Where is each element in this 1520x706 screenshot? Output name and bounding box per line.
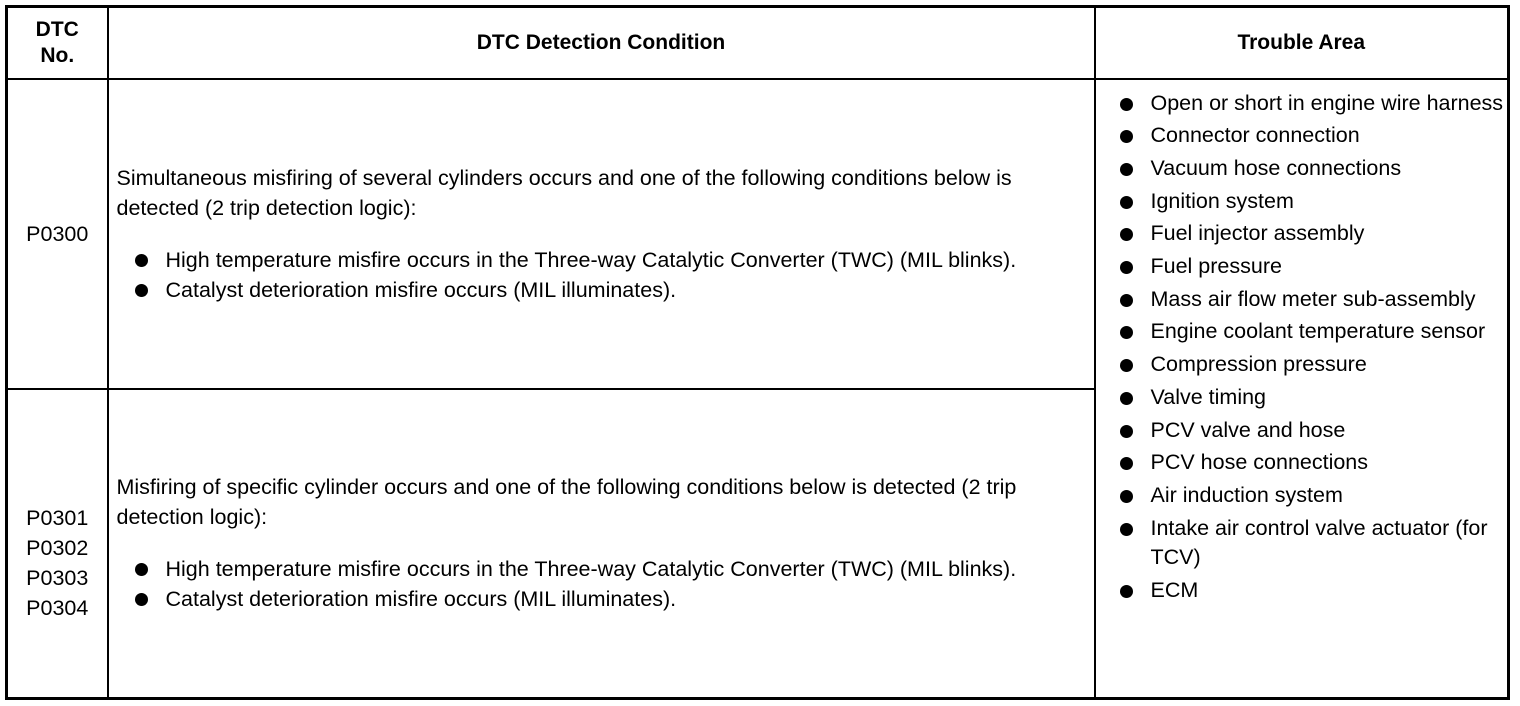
trouble-area-cell bbox=[1095, 79, 1509, 699]
bullet-icon bbox=[135, 284, 148, 297]
header-row bbox=[7, 7, 1509, 79]
bullet-icon bbox=[1120, 392, 1133, 405]
dtc-table bbox=[5, 5, 1510, 700]
trouble-area-item bbox=[1096, 219, 1508, 249]
trouble-area-item bbox=[1096, 350, 1508, 380]
list-item bbox=[117, 554, 1092, 584]
header-condition: DTC Detection Condition bbox=[108, 7, 1095, 79]
trouble-area-item bbox=[1096, 252, 1508, 282]
trouble-area-text: Vacuum hose connections bbox=[1150, 155, 1402, 180]
list-item bbox=[117, 584, 1092, 614]
bullet-icon bbox=[1120, 261, 1133, 274]
trouble-area-text: Mass air flow meter sub-assembly bbox=[1150, 286, 1476, 311]
bullet-icon bbox=[1120, 228, 1133, 241]
trouble-area-item bbox=[1096, 154, 1508, 184]
condition-item-text: Catalyst deterioration misfire occurs (MIL illuminates). bbox=[165, 277, 677, 302]
trouble-area-item bbox=[1096, 285, 1508, 315]
trouble-area-item bbox=[1096, 481, 1508, 511]
dtc-code: P0304 bbox=[26, 596, 89, 621]
condition-cell bbox=[108, 389, 1095, 699]
bullet-icon bbox=[135, 593, 148, 606]
trouble-area-text: Intake air control valve actuator (for TCV) bbox=[1150, 515, 1488, 570]
list-item bbox=[117, 275, 1092, 305]
trouble-area-item bbox=[1096, 383, 1508, 413]
bullet-icon bbox=[1120, 523, 1133, 536]
header-dtc-no-line1: DTC bbox=[35, 17, 79, 41]
trouble-area-text: PCV valve and hose bbox=[1150, 417, 1346, 442]
trouble-area-text: Fuel pressure bbox=[1150, 254, 1282, 279]
header-dtc-no-line2: No. bbox=[40, 43, 75, 67]
trouble-area-text: ECM bbox=[1150, 578, 1199, 603]
condition-text: Misfiring of specific cylinder occurs and one of the following conditions below is detected (2 trip detection logic): bbox=[116, 475, 1017, 530]
condition-text: Simultaneous misfiring of several cylinders occurs and one of the following conditions below is detected (2 trip detection logic): bbox=[116, 165, 1012, 220]
dtc-code: P0302 bbox=[26, 536, 89, 561]
condition-list bbox=[117, 245, 1092, 305]
trouble-area-text: Compression pressure bbox=[1150, 352, 1367, 377]
trouble-area-item bbox=[1096, 89, 1508, 119]
bullet-icon bbox=[1120, 326, 1133, 339]
condition-cell bbox=[108, 79, 1095, 389]
condition-item-text: High temperature misfire occurs in the Three-way Catalytic Converter (TWC) (MIL blinks). bbox=[165, 557, 1017, 582]
bullet-icon bbox=[1120, 490, 1133, 503]
bullet-icon bbox=[1120, 294, 1133, 307]
trouble-area-text: Connector connection bbox=[1150, 123, 1360, 148]
condition-item-text: High temperature misfire occurs in the Three-way Catalytic Converter (TWC) (MIL blinks). bbox=[165, 247, 1017, 272]
bullet-icon bbox=[1120, 359, 1133, 372]
trouble-area-text: Valve timing bbox=[1150, 384, 1267, 409]
bullet-icon bbox=[135, 563, 148, 576]
trouble-area-text: PCV hose connections bbox=[1150, 450, 1369, 475]
trouble-area-text: Air induction system bbox=[1150, 482, 1343, 507]
bullet-icon bbox=[1120, 163, 1133, 176]
trouble-area-text: Fuel injector assembly bbox=[1150, 221, 1365, 246]
dtc-code-cell bbox=[7, 389, 108, 699]
trouble-area-item bbox=[1096, 514, 1508, 573]
dtc-code: P0303 bbox=[26, 566, 89, 591]
table-row bbox=[7, 79, 1509, 389]
trouble-area-item bbox=[1096, 121, 1508, 151]
condition-list bbox=[117, 554, 1092, 614]
header-trouble-area: Trouble Area bbox=[1095, 7, 1509, 79]
bullet-icon bbox=[1120, 457, 1133, 470]
trouble-area-text: Engine coolant temperature sensor bbox=[1150, 319, 1486, 344]
bullet-icon bbox=[1120, 425, 1133, 438]
bullet-icon bbox=[1120, 98, 1133, 111]
trouble-area-item bbox=[1096, 187, 1508, 217]
bullet-icon bbox=[1120, 585, 1133, 598]
dtc-code: P0300 bbox=[26, 221, 89, 246]
list-item bbox=[117, 245, 1092, 275]
trouble-area-item bbox=[1096, 317, 1508, 347]
trouble-area-item bbox=[1096, 576, 1508, 606]
dtc-code-cell bbox=[7, 79, 108, 389]
condition-item-text: Catalyst deterioration misfire occurs (MIL illuminates). bbox=[165, 587, 677, 612]
trouble-area-text: Open or short in engine wire harness bbox=[1150, 90, 1504, 115]
dtc-code: P0301 bbox=[26, 506, 89, 531]
bullet-icon bbox=[1120, 196, 1133, 209]
header-dtc-no bbox=[7, 7, 108, 79]
trouble-area-item bbox=[1096, 416, 1508, 446]
bullet-icon bbox=[1120, 130, 1133, 143]
trouble-area-list bbox=[1096, 89, 1508, 606]
trouble-area-item bbox=[1096, 448, 1508, 478]
bullet-icon bbox=[135, 254, 148, 267]
trouble-area-text: Ignition system bbox=[1150, 188, 1294, 213]
